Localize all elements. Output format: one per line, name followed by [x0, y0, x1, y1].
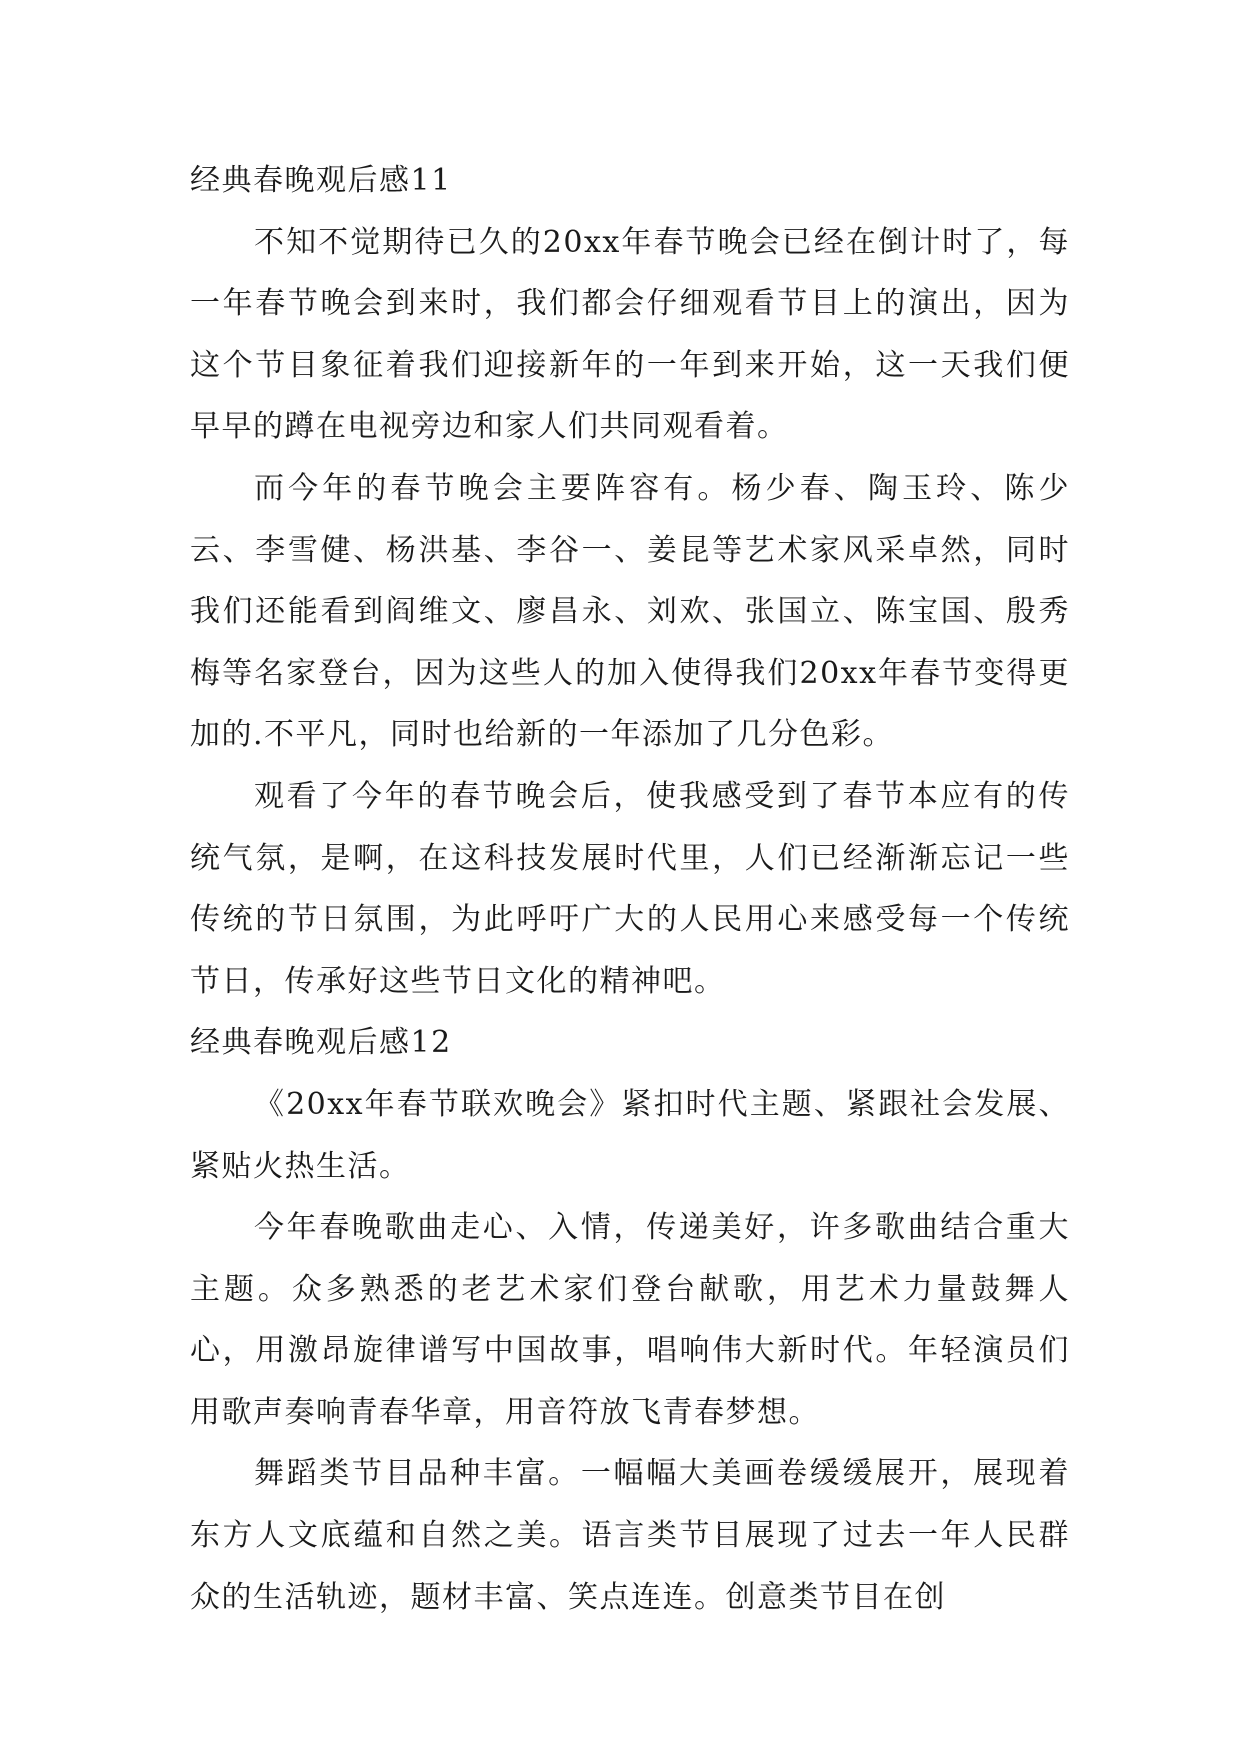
section-11	[190, 150, 1070, 1012]
document-body	[190, 150, 1070, 1628]
paragraph: 观看了今年的春节晚会后，使我感受到了春节本应有的传统气氛，是啊，在这科技发展时代里，人们已经渐渐忘记一些传统的节日氛围，为此呼吁广大的人民用心来感受每一个传统节日，传承好这些节日文化的精神吧。	[190, 778, 1070, 999]
section-title: 经典春晚观后感12	[190, 1025, 452, 1061]
section-title: 经典春晚观后感11	[190, 163, 452, 198]
section-12	[190, 1012, 1070, 1628]
paragraph: 《20xx年春节联欢晚会》紧扣时代主题、紧跟社会发展、紧贴火热生活。	[190, 1086, 1070, 1184]
paragraph: 而今年的春节晚会主要阵容有。杨少春、陶玉玲、陈少云、李雪健、杨洪基、李谷一、姜昆等艺术家风采卓然，同时我们还能看到阎维文、廖昌永、刘欢、张国立、陈宝国、殷秀梅等名家登台，因为这些人的加入使得我们20xx年春节变得更加的.不平凡，同时也给新的一年添加了几分色彩。	[190, 470, 1070, 753]
paragraph: 不知不觉期待已久的20xx年春节晚会已经在倒计时了，每一年春节晚会到来时，我们都会仔细观看节目上的演出，因为这个节目象征着我们迎接新年的一年到来开始，这一天我们便早早的蹲在电视旁边和家人们共同观看着。	[190, 224, 1070, 445]
paragraph: 今年春晚歌曲走心、入情，传递美好，许多歌曲结合重大主题。众多熟悉的老艺术家们登台献歌，用艺术力量鼓舞人心，用激昂旋律谱写中国故事，唱响伟大新时代。年轻演员们用歌声奏响青春华章，用音符放飞青春梦想。	[190, 1210, 1070, 1430]
paragraph: 舞蹈类节目品种丰富。一幅幅大美画卷缓缓展开，展现着东方人文底蕴和自然之美。语言类节目展现了过去一年人民群众的生活轨迹，题材丰富、笑点连连。创意类节目在创	[190, 1456, 1070, 1615]
